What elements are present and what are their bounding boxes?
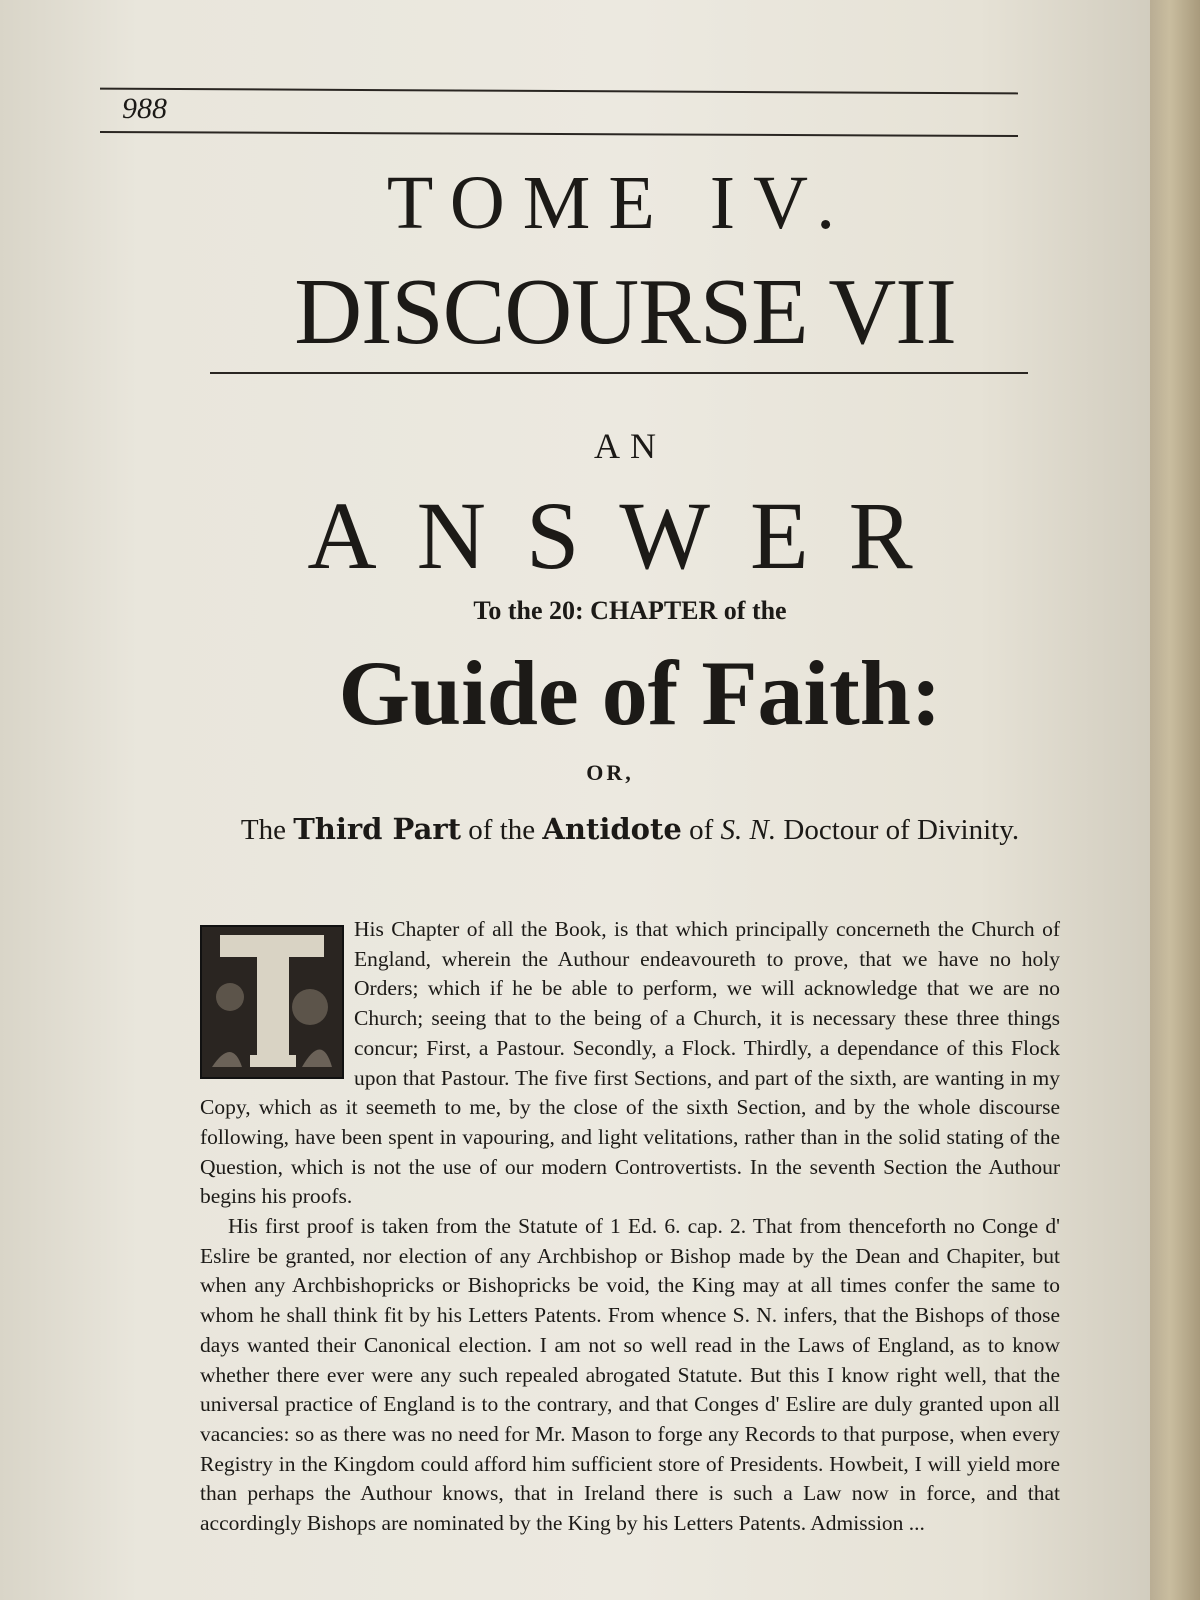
subtitle-of: of — [689, 814, 714, 846]
chapter-line: To the 20: CHAPTER of the — [473, 596, 787, 625]
subtitle-of-the: of the — [468, 814, 536, 846]
book-gutter — [1150, 0, 1200, 1600]
an-heading: AN — [594, 426, 666, 466]
paragraph-2: His first proof is taken from the Statute of 1 Ed. 6. cap. 2. That from thenceforth no Conge d' Eslire be granted, nor election of any Archbishop or Bishop made by the Dean and Chapiter, but when any Archbishopricks or Bishopricks be void, the King may at all times confer the same to whom he shall think fit by his Letters Patents. From whence S. N. infers, that the Bishops of those days wanted their Canonical election. I am not so well read in the Laws of England, as to know whether there ever were any such repealed abrogated Statute. But this I know right well, that the universal practice of England is to the contrary, and that Conges d' Eslire are duly granted upon all vacancies: so as there was no need for Mr. Mason to forge any Records to that purpose, when every Registry in the Kingdom could afford him sufficient store of Presidents. Howbeit, I will yield more than perhaps the Authour knows, that in Ireland there is such a Law now in force, and that accordingly Bishops are nominated by the King by his Letters Patents. Admission ... — [200, 1214, 1060, 1536]
or-line: OR, — [586, 760, 634, 785]
subtitle-antidote: Antidote — [542, 812, 682, 846]
subtitle-doctour: Doctour of Divinity. — [783, 814, 1020, 846]
answer-heading: ANSWER — [307, 482, 953, 589]
body-text — [200, 915, 1060, 1539]
paragraph-1 — [200, 915, 1060, 1212]
tome-heading: TOME IV. — [386, 161, 854, 245]
subtitle-sn: S. N. — [720, 814, 777, 846]
subtitle — [195, 810, 1065, 849]
subtitle-the: The — [240, 814, 286, 846]
guide-title: Guide of Faith: — [338, 642, 942, 744]
dropcap-spacer — [200, 915, 350, 1067]
paragraph-1-text: His Chapter of all the Book, is that which principally concerneth the Church of England, wherein the Authour endeavoureth to prove, that we have no holy Orders; which if he be able to perform, we will acknowledge that we are no Church; seeing that to the being of a Church, it is necessary these three things concur; First, a Pastour. Secondly, a Flock. Thirdly, a dependance of this Flock upon that Pastour. The five first Sections, and part of the sixth, are wanting in my Copy, which as it seemeth to me, by the close of the sixth Section, and by the whole discourse following, have been spent in vapouring, and light velitations, rather than in the solid stating of the Question, which is not the use of our modern Controvertists. In the seventh Section the Authour begins his proofs. — [200, 917, 1060, 1209]
subtitle-third-part: Third Part — [293, 812, 462, 846]
page-number: 988 — [122, 92, 167, 125]
title-rule — [210, 372, 1028, 374]
discourse-heading: DISCOURSE VII — [294, 260, 956, 364]
